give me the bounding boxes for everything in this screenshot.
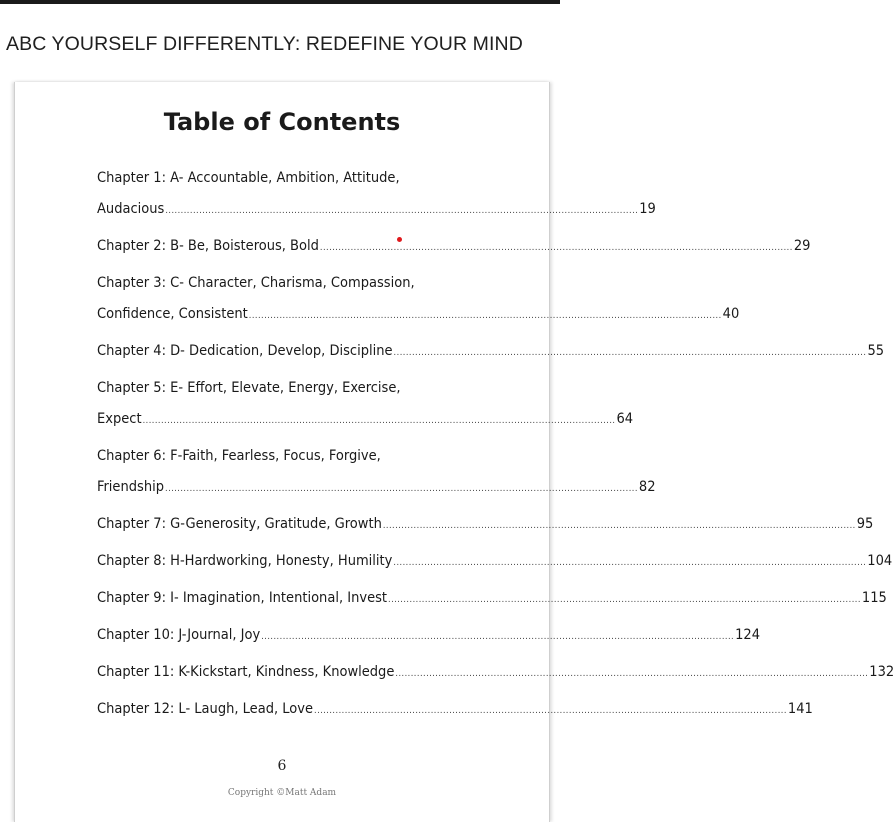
toc-entry-label: Chapter 12: L- Laugh, Lead, Love <box>97 701 313 717</box>
toc-entry-page: 124 <box>735 627 761 643</box>
toc-entry-11[interactable] <box>97 662 894 682</box>
toc-entry-1[interactable] <box>97 199 656 219</box>
toc-entry-page: 40 <box>722 306 740 322</box>
toc-entry-6[interactable] <box>97 477 656 497</box>
toc-entry-10[interactable] <box>97 625 761 645</box>
leader-dots: .......................................................................................................................................................... <box>393 558 867 568</box>
leader-dots: .......................................................................................................................................................... <box>393 348 867 358</box>
toc-entry-label: Chapter 4: D- Dedication, Develop, Discipline <box>97 343 393 359</box>
leader-dots: .......................................................................................................................................................... <box>165 206 639 216</box>
leader-dots: .......................................................................................................................................................... <box>248 311 722 321</box>
page-number: 6 <box>277 758 287 774</box>
toc-entry-label: Chapter 2: B- Be, Boisterous, Bold <box>97 238 319 254</box>
toc-entry-9[interactable] <box>97 588 887 608</box>
toc-entry-page: 82 <box>638 479 656 495</box>
toc-entry-5-line1: Chapter 5: E- Effort, Elevate, Energy, Exercise, <box>97 380 401 396</box>
toc-entry-label: Expect <box>97 411 142 427</box>
toc-entry-page: 104 <box>867 553 893 569</box>
toc-entry-label: Chapter 8: H-Hardworking, Honesty, Humility <box>97 553 393 569</box>
toc-entry-page: 64 <box>616 411 634 427</box>
toc-entry-1-line1: Chapter 1: A- Accountable, Ambition, Attitude, <box>97 170 400 186</box>
toc-heading: Table of Contents <box>163 108 401 136</box>
toc-entry-page: 55 <box>867 343 885 359</box>
toc-entry-5[interactable] <box>97 409 634 429</box>
toc-entry-7[interactable] <box>97 514 874 534</box>
leader-dots: .......................................................................................................................................................... <box>261 632 735 642</box>
leader-dots: .......................................................................................................................................................... <box>314 706 787 716</box>
leader-dots: .......................................................................................................................................................... <box>395 669 869 679</box>
toc-entry-page: 29 <box>793 238 811 254</box>
red-marker-dot <box>397 237 402 242</box>
footer-text: Copyright ©Matt Adam <box>227 788 337 798</box>
leader-dots: .......................................................................................................................................................... <box>388 595 861 605</box>
leader-dots: .......................................................................................................................................................... <box>382 521 856 531</box>
toc-entry-label: Audacious <box>97 201 165 217</box>
toc-entry-label: Chapter 10: J-Journal, Joy <box>97 627 261 643</box>
toc-entry-4[interactable] <box>97 341 885 361</box>
toc-entry-page: 115 <box>861 590 887 606</box>
leader-dots: .......................................................................................................................................................... <box>142 416 616 426</box>
toc-entry-label: Chapter 11: K-Kickstart, Kindness, Knowledge <box>97 664 395 680</box>
toc-entry-2[interactable] <box>97 236 811 256</box>
toc-entry-6-line1: Chapter 6: F-Faith, Fearless, Focus, Forgive, <box>97 448 381 464</box>
toc-entry-page: 132 <box>869 664 894 680</box>
toc-entry-page: 95 <box>856 516 874 532</box>
leader-dots: .......................................................................................................................................................... <box>165 484 638 494</box>
top-bar <box>0 0 560 4</box>
toc-entry-8[interactable] <box>97 551 893 571</box>
toc-entry-label: Friendship <box>97 479 164 495</box>
toc-entry-3-line1: Chapter 3: C- Character, Charisma, Compassion, <box>97 275 415 291</box>
toc-entry-3[interactable] <box>97 304 740 324</box>
toc-entry-page: 19 <box>639 201 656 217</box>
toc-entry-label: Confidence, Consistent <box>97 306 248 322</box>
leader-dots: .......................................................................................................................................................... <box>319 243 793 253</box>
toc-entry-page: 141 <box>787 701 813 717</box>
toc-entry-label: Chapter 9: I- Imagination, Intentional, Invest <box>97 590 387 606</box>
toc-entry-12[interactable] <box>97 699 813 719</box>
book-title: ABC YOURSELF DIFFERENTLY: REDEFINE YOUR MIND <box>6 33 523 55</box>
toc-entry-label: Chapter 7: G-Generosity, Gratitude, Growth <box>97 516 382 532</box>
document-page[interactable] <box>14 82 894 822</box>
